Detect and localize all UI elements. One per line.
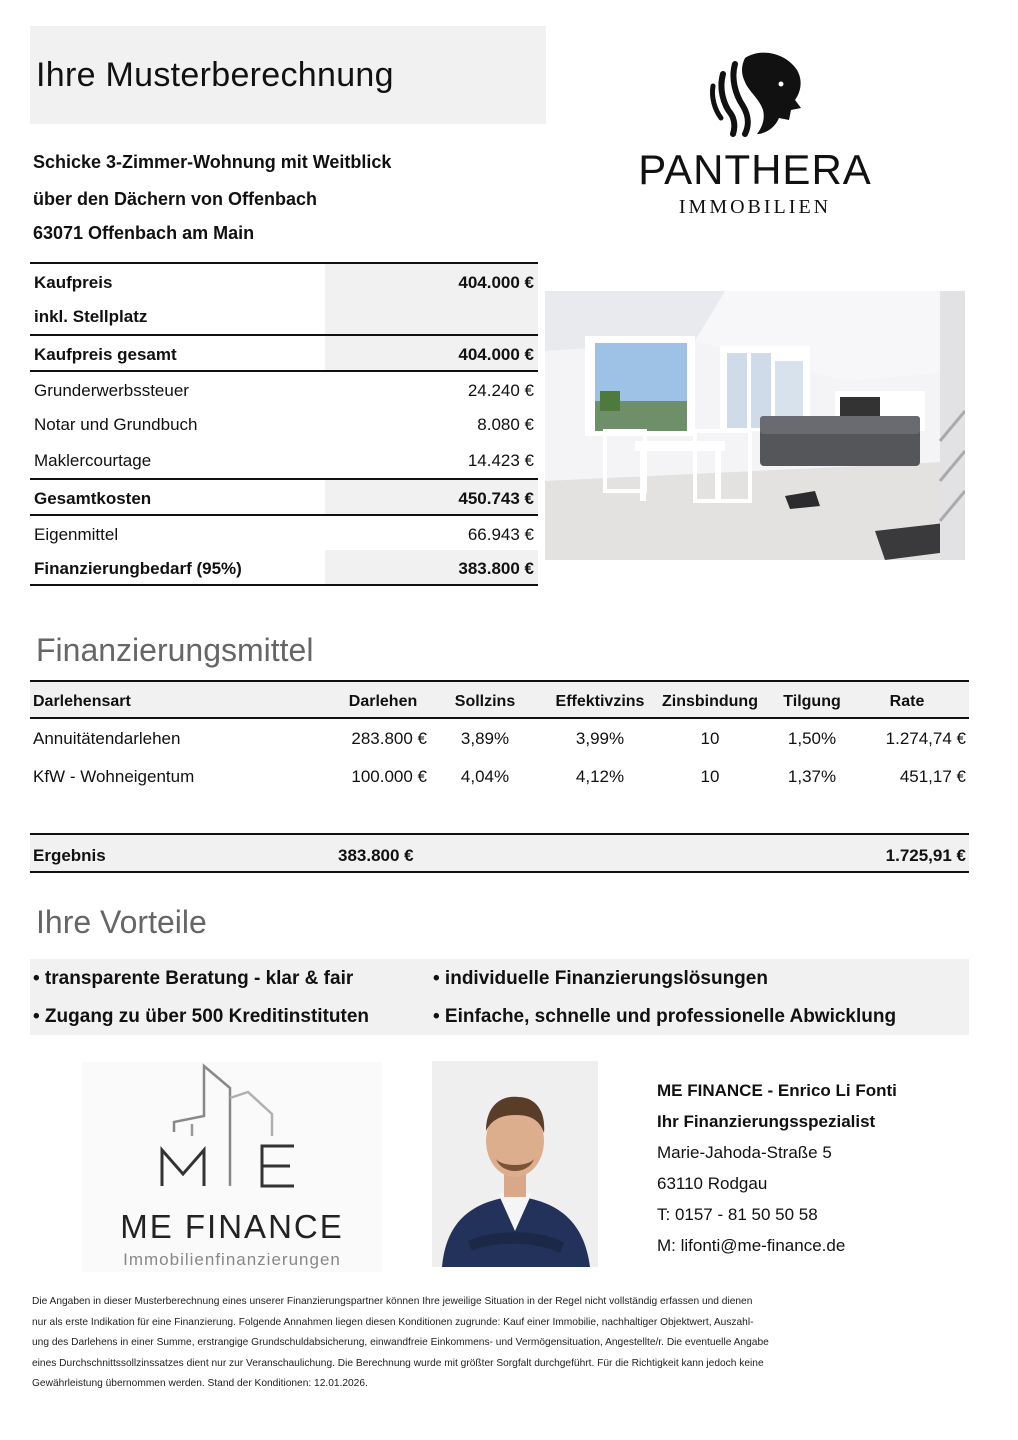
- result-loan-total: 383.800 €: [338, 846, 414, 865]
- cost-row-notar: [30, 406, 538, 442]
- cost-value: 14.423 €: [467, 451, 534, 470]
- col-header-effektivzins: Effektivzins: [555, 693, 645, 710]
- monthly-rate: 451,17 €: [899, 767, 966, 786]
- repayment-rate: 1,37%: [787, 767, 837, 786]
- cost-label: Notar und Grundbuch: [34, 415, 198, 434]
- advantage-item: • Einfache, schnelle und professionelle Abwicklung: [433, 1006, 897, 1027]
- repayment-rate: 1,50%: [787, 729, 837, 748]
- loan-type: Annuitätendarlehen: [33, 729, 181, 748]
- contact-company: ME FINANCE - Enrico Li Fonti: [657, 1081, 897, 1100]
- col-header-zinsbindung: Zinsbindung: [662, 693, 758, 710]
- contact-street: Marie-Jahoda-Straße 5: [657, 1143, 832, 1162]
- contact-email[interactable]: M: lifonti@me-finance.de: [657, 1236, 846, 1255]
- cost-row-kaufpreis-gesamt: [30, 334, 538, 370]
- cost-row-finanzierungsbedarf: [30, 550, 538, 586]
- col-header-tilgung: Tilgung: [783, 693, 841, 710]
- cost-label: Finanzierungbedarf (95%): [34, 559, 242, 578]
- effective-rate: 3,99%: [575, 729, 625, 748]
- property-address: 63071 Offenbach am Main: [33, 223, 255, 243]
- contact-role: Ihr Finanzierungsspezialist: [657, 1112, 876, 1131]
- disclaimer-line: eines Durchschnittssollzinssatzes dient nur zur Veranschaulichung. Die Berechnung wurde mit größter Sorgfalt durchgeführt. Für die Richtigkeit kann jedoch keine: [32, 1357, 764, 1369]
- cost-label: Kaufpreis: [34, 273, 113, 292]
- col-header-darlehensart: Darlehensart: [33, 693, 131, 710]
- cost-label: Maklercourtage: [34, 451, 152, 470]
- page-title: Ihre Musterberechnung: [36, 56, 394, 94]
- panthera-logo: [620, 40, 890, 230]
- cost-label: inkl. Stellplatz: [34, 307, 148, 326]
- apartment-photo: [545, 291, 965, 560]
- apartment-interior-illustration: [545, 291, 965, 560]
- loan-amount: 283.800 €: [351, 729, 427, 748]
- cost-row-maklercourtage: [30, 442, 538, 478]
- brand-name: PANTHERA: [638, 146, 872, 193]
- nominal-rate: 3,89%: [460, 729, 510, 748]
- cost-value: 450.743 €: [458, 489, 534, 508]
- financing-heading: Finanzierungsmittel: [36, 632, 314, 668]
- result-rate-total: 1.725,91 €: [885, 846, 966, 865]
- loan-type: KfW - Wohneigentum: [33, 767, 195, 786]
- me-finance-tagline: Immobilienfinanzierungen: [123, 1250, 341, 1269]
- cost-row-eigenmittel: [30, 514, 538, 550]
- monthly-rate: 1.274,74 €: [885, 729, 966, 748]
- financing-table: [30, 680, 969, 795]
- cost-label: Gesamtkosten: [34, 489, 152, 508]
- cost-value: 383.800 €: [458, 559, 534, 578]
- brand-subtitle: IMMOBILIEN: [678, 196, 832, 218]
- nominal-rate: 4,04%: [460, 767, 510, 786]
- disclaimer-line: Gewährleistung übernommen werden. Stand der Konditionen: 12.01.2026.: [32, 1378, 368, 1389]
- contact-city: 63110 Rodgau: [657, 1174, 768, 1193]
- disclaimer-line: ung des Darlehens in einer Summe, erstrangige Grundschuldabsicherung, einwandfreie Einkommens- und Vermögensituation, Angestellte/r. Die eventuelle Angabe: [32, 1337, 769, 1348]
- disclaimer: [32, 1292, 882, 1395]
- cost-value: 66.943 €: [467, 525, 534, 544]
- title-box: [30, 26, 546, 124]
- col-header-darlehen: Darlehen: [348, 693, 418, 710]
- financing-result-row: [30, 833, 969, 873]
- cost-label: Kaufpreis gesamt: [34, 345, 177, 364]
- effective-rate: 4,12%: [575, 767, 625, 786]
- me-finance-logo: [82, 1062, 382, 1272]
- cost-row-stellplatz: [30, 298, 538, 334]
- cost-row-grunderwerbssteuer: [30, 370, 538, 406]
- col-header-sollzins: Sollzins: [454, 693, 516, 710]
- table-row: [30, 719, 969, 757]
- fixed-rate-period: 10: [700, 729, 720, 748]
- advantage-item: • individuelle Finanzierungslösungen: [433, 968, 768, 989]
- cost-value: 404.000 €: [458, 345, 534, 364]
- cost-label: Eigenmittel: [34, 525, 119, 544]
- cost-value: 404.000 €: [458, 273, 534, 292]
- property-title-line-1: Schicke 3-Zimmer-Wohnung mit Weitblick: [33, 152, 392, 172]
- purchase-cost-table: [30, 262, 538, 586]
- lion-head-icon: [705, 48, 805, 138]
- person-portrait-illustration: [432, 1061, 598, 1267]
- cost-row-kaufpreis: [30, 262, 538, 298]
- contact-phone[interactable]: T: 0157 - 81 50 50 58: [657, 1205, 818, 1224]
- cost-value: 8.080 €: [477, 415, 534, 434]
- cost-row-gesamtkosten: [30, 478, 538, 514]
- disclaimer-line: nur als erste Indikation für eine Finanzierung. Folgende Annahmen liegen diesen Konditionen zugrunde: Kauf einer Immobilie, nachhaltiger Objektwert, Auszahl-: [32, 1316, 754, 1328]
- advantages-heading: Ihre Vorteile: [36, 904, 207, 940]
- advantages-box: [30, 959, 969, 1035]
- disclaimer-line: Die Angaben in dieser Musterberechnung eines unserer Finanzierungspartner können Ihre jeweilige Situation in der Regel nicht vollständig erfassen und dienen: [32, 1296, 753, 1307]
- col-header-rate: Rate: [889, 693, 925, 710]
- cost-label: Grunderwerbssteuer: [34, 381, 189, 400]
- advantage-item: • Zugang zu über 500 Kreditinstituten: [33, 1006, 370, 1027]
- advisor-portrait: [432, 1061, 598, 1267]
- property-title-line-2: über den Dächern von Offenbach: [33, 189, 318, 209]
- me-finance-wordmark: ME FINANCE: [120, 1208, 344, 1245]
- cost-value: 24.240 €: [467, 381, 534, 400]
- result-label: Ergebnis: [33, 846, 106, 865]
- me-building-mark: [82, 1062, 382, 1202]
- financing-table-header: [30, 680, 969, 719]
- loan-amount: 100.000 €: [351, 767, 427, 786]
- fixed-rate-period: 10: [700, 767, 720, 786]
- advantage-item: • transparente Beratung - klar & fair: [33, 968, 354, 989]
- table-row: [30, 757, 969, 795]
